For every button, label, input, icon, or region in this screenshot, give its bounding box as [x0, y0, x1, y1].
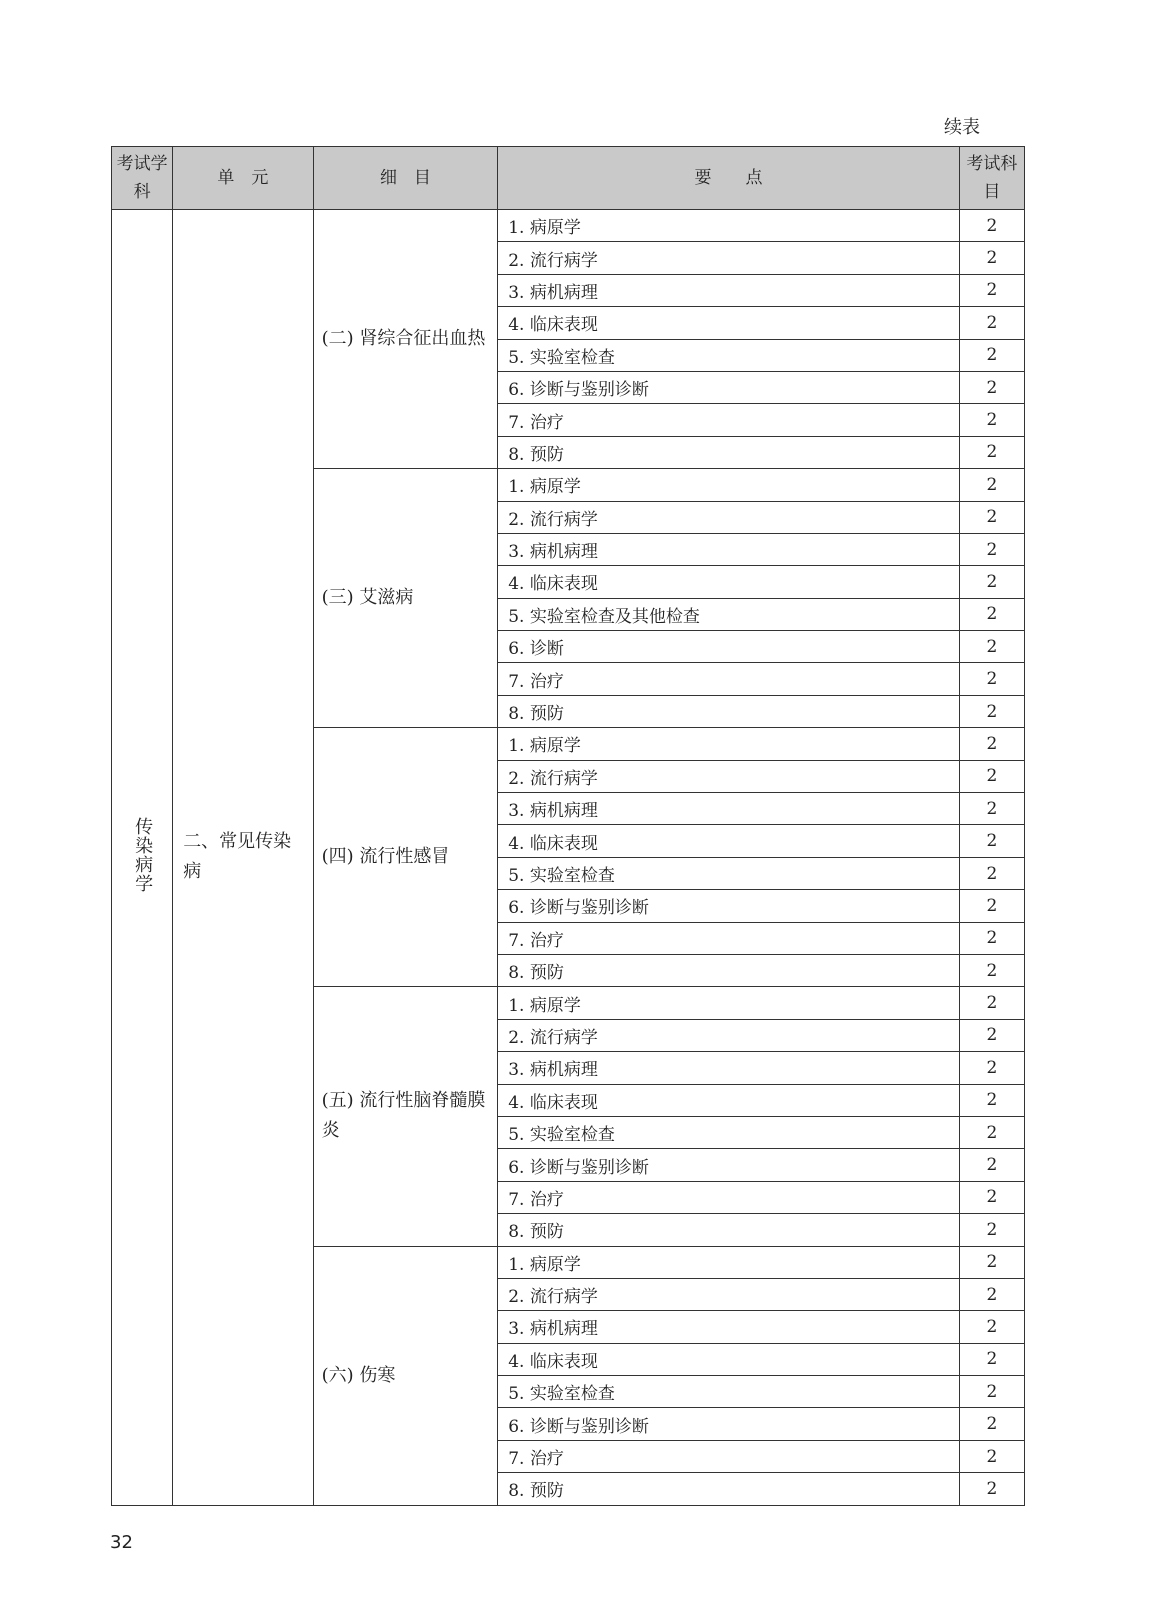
key-point-cell: 4. 临床表现: [498, 307, 960, 339]
exam-subject-cell: 2: [959, 663, 1024, 695]
key-point-cell: 3. 病机病理: [498, 1052, 960, 1084]
exam-subject-cell: 2: [959, 1214, 1024, 1246]
exam-subject-cell: 2: [959, 1278, 1024, 1310]
exam-subject-cell: 2: [959, 1376, 1024, 1408]
exam-subject-cell: 2: [959, 1084, 1024, 1116]
exam-subject-cell: 2: [959, 274, 1024, 306]
key-point-cell: 7. 治疗: [498, 404, 960, 436]
exam-subject-cell: 2: [959, 1246, 1024, 1278]
continued-label: 续表: [944, 117, 980, 138]
key-point-cell: 3. 病机病理: [498, 1311, 960, 1343]
subject-label: 传染病学: [132, 816, 154, 893]
header-item: 细 目: [313, 147, 498, 210]
exam-subject-cell: 2: [959, 631, 1024, 663]
item-cell: (四) 流行性感冒: [313, 728, 498, 987]
table-body: [112, 210, 1025, 1506]
exam-subject-cell: 2: [959, 533, 1024, 565]
key-point-cell: 3. 病机病理: [498, 533, 960, 565]
key-point-cell: 7. 治疗: [498, 663, 960, 695]
exam-subject-cell: 2: [959, 1473, 1024, 1505]
key-point-cell: 2. 流行病学: [498, 1278, 960, 1310]
key-point-cell: 6. 诊断与鉴别诊断: [498, 371, 960, 403]
key-point-cell: 7. 治疗: [498, 922, 960, 954]
exam-subject-cell: 2: [959, 501, 1024, 533]
item-cell: (二) 肾综合征出血热: [313, 210, 498, 469]
key-point-cell: 6. 诊断与鉴别诊断: [498, 890, 960, 922]
exam-subject-cell: 2: [959, 1440, 1024, 1472]
exam-subject-cell: 2: [959, 404, 1024, 436]
key-point-cell: 4. 临床表现: [498, 1343, 960, 1375]
key-point-cell: 5. 实验室检查: [498, 1116, 960, 1148]
exam-subject-cell: 2: [959, 566, 1024, 598]
key-point-cell: 5. 实验室检查: [498, 1376, 960, 1408]
key-point-cell: 2. 流行病学: [498, 760, 960, 792]
exam-subject-cell: 2: [959, 825, 1024, 857]
key-point-cell: 5. 实验室检查: [498, 857, 960, 889]
table-header-row: [112, 147, 1025, 210]
exam-subject-cell: 2: [959, 307, 1024, 339]
key-point-cell: 5. 实验室检查及其他检查: [498, 598, 960, 630]
key-point-cell: 8. 预防: [498, 695, 960, 727]
key-point-cell: 2. 流行病学: [498, 1019, 960, 1051]
syllabus-table: [111, 146, 1025, 1506]
exam-subject-cell: 2: [959, 1408, 1024, 1440]
exam-subject-cell: 2: [959, 1019, 1024, 1051]
key-point-cell: 1. 病原学: [498, 210, 960, 242]
page-number: 32: [110, 1532, 133, 1553]
key-point-cell: 8. 预防: [498, 1473, 960, 1505]
exam-subject-cell: 2: [959, 922, 1024, 954]
key-point-cell: 1. 病原学: [498, 1246, 960, 1278]
header-subject: 考试学科: [112, 147, 173, 210]
key-point-cell: 4. 临床表现: [498, 825, 960, 857]
exam-subject-cell: 2: [959, 1311, 1024, 1343]
key-point-cell: 7. 治疗: [498, 1181, 960, 1213]
key-point-cell: 7. 治疗: [498, 1440, 960, 1472]
key-point-cell: 1. 病原学: [498, 469, 960, 501]
key-point-cell: 3. 病机病理: [498, 793, 960, 825]
key-point-cell: 8. 预防: [498, 436, 960, 468]
exam-subject-cell: 2: [959, 987, 1024, 1019]
header-exam-subject: 考试科目: [959, 147, 1024, 210]
header-key-points: 要 点: [498, 147, 960, 210]
table-row: [112, 210, 1025, 242]
exam-subject-cell: 2: [959, 793, 1024, 825]
exam-subject-cell: 2: [959, 728, 1024, 760]
exam-subject-cell: 2: [959, 436, 1024, 468]
key-point-cell: 2. 流行病学: [498, 501, 960, 533]
item-cell: (五) 流行性脑脊髓膜炎: [313, 987, 498, 1246]
exam-subject-cell: 2: [959, 1116, 1024, 1148]
exam-subject-cell: 2: [959, 1149, 1024, 1181]
item-cell: (三) 艾滋病: [313, 469, 498, 728]
exam-subject-cell: 2: [959, 1343, 1024, 1375]
exam-subject-cell: 2: [959, 954, 1024, 986]
key-point-cell: 4. 临床表现: [498, 566, 960, 598]
key-point-cell: 1. 病原学: [498, 987, 960, 1019]
subject-cell: [112, 210, 173, 1506]
key-point-cell: 8. 预防: [498, 954, 960, 986]
exam-subject-cell: 2: [959, 695, 1024, 727]
key-point-cell: 1. 病原学: [498, 728, 960, 760]
key-point-cell: 6. 诊断与鉴别诊断: [498, 1408, 960, 1440]
exam-subject-cell: 2: [959, 760, 1024, 792]
exam-subject-cell: 2: [959, 1181, 1024, 1213]
exam-subject-cell: 2: [959, 339, 1024, 371]
key-point-cell: 6. 诊断: [498, 631, 960, 663]
key-point-cell: 2. 流行病学: [498, 242, 960, 274]
exam-subject-cell: 2: [959, 371, 1024, 403]
key-point-cell: 4. 临床表现: [498, 1084, 960, 1116]
item-cell: (六) 伤寒: [313, 1246, 498, 1505]
header-unit: 单 元: [173, 147, 313, 210]
exam-subject-cell: 2: [959, 469, 1024, 501]
key-point-cell: 6. 诊断与鉴别诊断: [498, 1149, 960, 1181]
exam-subject-cell: 2: [959, 210, 1024, 242]
unit-cell: 二、常见传染病: [173, 210, 313, 1506]
key-point-cell: 5. 实验室检查: [498, 339, 960, 371]
key-point-cell: 3. 病机病理: [498, 274, 960, 306]
exam-subject-cell: 2: [959, 890, 1024, 922]
exam-subject-cell: 2: [959, 1052, 1024, 1084]
key-point-cell: 8. 预防: [498, 1214, 960, 1246]
exam-subject-cell: 2: [959, 242, 1024, 274]
exam-subject-cell: 2: [959, 598, 1024, 630]
exam-subject-cell: 2: [959, 857, 1024, 889]
